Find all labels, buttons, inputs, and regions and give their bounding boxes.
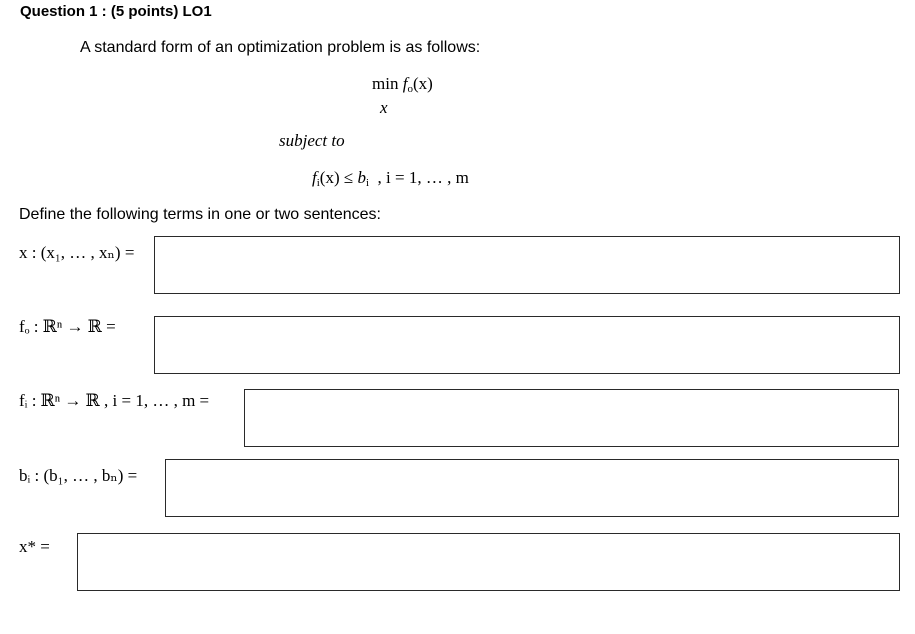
objective-f: f xyxy=(402,74,408,93)
constraint xyxy=(312,168,469,188)
constraint-f: f xyxy=(312,168,317,187)
constraint-b: b xyxy=(357,168,366,187)
question-title: Question 1 : (5 points) LO1 xyxy=(20,3,212,20)
term-label-fi: fᵢ : ℝⁿ → ℝ , i = 1, … , m = xyxy=(19,391,210,410)
objective-arg: (x) xyxy=(412,74,433,93)
objective-min: min xyxy=(372,74,399,93)
answer-box-fo[interactable] xyxy=(154,316,900,374)
constraint-arg: (x) ≤ xyxy=(319,168,358,187)
constraint-b-sub: i xyxy=(365,177,370,189)
constraint-range: , i = 1, … , m xyxy=(369,168,469,187)
term-label-bi: bᵢ : (b₁, … , bₙ) = xyxy=(19,466,138,485)
answer-box-fi[interactable] xyxy=(244,389,899,447)
answer-box-x[interactable] xyxy=(154,236,900,294)
objective-subscript: o xyxy=(407,83,413,95)
term-label-xstar: x* = xyxy=(19,537,50,556)
constraint-f-sub: i xyxy=(316,177,320,189)
instruction-text: Define the following terms in one or two sentences: xyxy=(19,206,381,223)
term-label-fo: fₒ : ℝⁿ → ℝ = xyxy=(19,317,116,336)
objective-variable: x xyxy=(380,98,388,117)
answer-box-xstar[interactable] xyxy=(77,533,900,591)
intro-text: A standard form of an optimization problem is as follows: xyxy=(80,39,481,56)
answer-box-bi[interactable] xyxy=(165,459,899,517)
objective-function xyxy=(372,74,433,94)
term-label-x: x : (x₁, … , xₙ) = xyxy=(19,243,135,262)
subject-to-label: subject to xyxy=(279,131,345,150)
